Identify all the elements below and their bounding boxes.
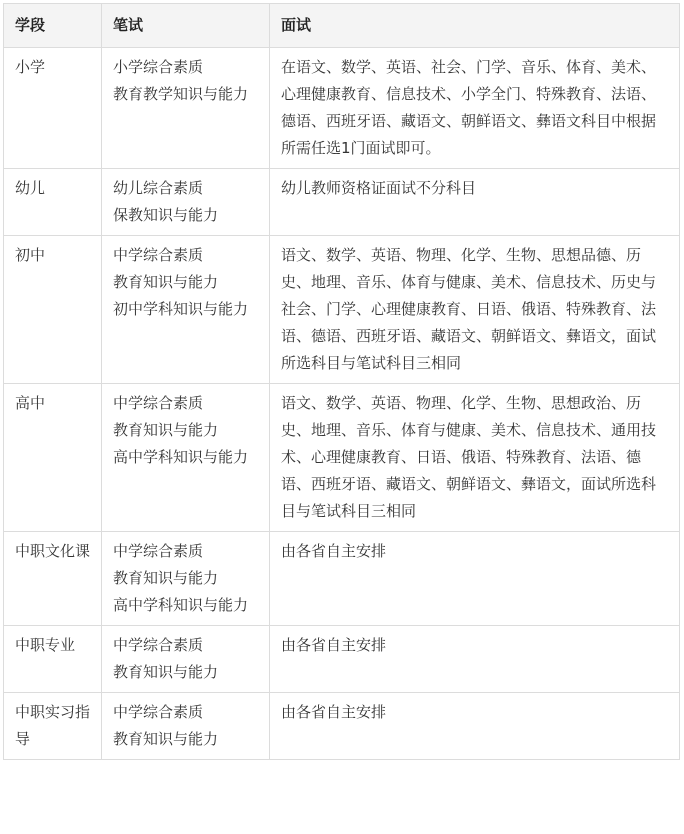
- written-subject: 中学综合素质: [113, 636, 204, 654]
- header-interview: 面试: [270, 4, 680, 48]
- written-subject: 教育教学知识与能力: [113, 85, 249, 103]
- exam-subjects-table: [3, 3, 680, 760]
- interview-cell: 语文、数学、英语、物理、化学、生物、思想政治、历史、地理、音乐、体育与健康、美术、信息技术、通用技术、心理健康教育、日语、俄语、特殊教育、法语、德语、西班牙语、藏语文、朝鲜语文、彝语文，面试所选科目与笔试科目三相同: [270, 384, 680, 532]
- stage-cell: 小学: [4, 48, 102, 169]
- written-subject: 中学综合素质: [113, 394, 204, 412]
- stage-cell: 中职专业: [4, 626, 102, 693]
- interview-cell: 幼儿教师资格证面试不分科目: [270, 169, 680, 236]
- interview-cell: 语文、数学、英语、物理、化学、生物、思想品德、历史、地理、音乐、体育与健康、美术、信息技术、历史与社会、门学、心理健康教育、日语、俄语、特殊教育、法语、德语、西班牙语、藏语文、朝鲜语文、彝语文，面试所选科目与笔试科目三相同: [270, 236, 680, 384]
- written-subject: 中学综合素质: [113, 542, 204, 560]
- written-cell: [102, 48, 270, 169]
- written-cell: [102, 626, 270, 693]
- table-row: [4, 48, 680, 169]
- stage-cell: 幼儿: [4, 169, 102, 236]
- interview-cell: 由各省自主安排: [270, 532, 680, 626]
- interview-cell: 由各省自主安排: [270, 626, 680, 693]
- stage-cell: 高中: [4, 384, 102, 532]
- written-subject: 幼儿综合素质: [113, 179, 204, 197]
- interview-cell: 由各省自主安排: [270, 693, 680, 760]
- table-row: [4, 626, 680, 693]
- table-row: [4, 532, 680, 626]
- written-subject: 教育知识与能力: [113, 421, 219, 439]
- written-cell: [102, 236, 270, 384]
- table-row: [4, 384, 680, 532]
- written-cell: [102, 532, 270, 626]
- written-subject: 小学综合素质: [113, 58, 204, 76]
- header-stage: 学段: [4, 4, 102, 48]
- written-cell: [102, 384, 270, 532]
- written-subject: 教育知识与能力: [113, 273, 219, 291]
- written-subject: 教育知识与能力: [113, 730, 219, 748]
- written-subject: 中学综合素质: [113, 703, 204, 721]
- written-subject: 教育知识与能力: [113, 663, 219, 681]
- written-subject: 中学综合素质: [113, 246, 204, 264]
- table-row: [4, 236, 680, 384]
- table-header-row: [4, 4, 680, 48]
- written-cell: [102, 169, 270, 236]
- written-subject: 高中学科知识与能力: [113, 596, 249, 614]
- written-subject: 高中学科知识与能力: [113, 448, 249, 466]
- written-subject: 教育知识与能力: [113, 569, 219, 587]
- table-row: [4, 169, 680, 236]
- stage-cell: 中职实习指导: [4, 693, 102, 760]
- stage-cell: 中职文化课: [4, 532, 102, 626]
- interview-cell: 在语文、数学、英语、社会、门学、音乐、体育、美术、心理健康教育、信息技术、小学全门、特殊教育、法语、德语、西班牙语、藏语文、朝鲜语文、彝语文科目中根据所需任选1门面试即可。: [270, 48, 680, 169]
- written-cell: [102, 693, 270, 760]
- written-subject: 保教知识与能力: [113, 206, 219, 224]
- table-row: [4, 693, 680, 760]
- header-written: 笔试: [102, 4, 270, 48]
- stage-cell: 初中: [4, 236, 102, 384]
- written-subject: 初中学科知识与能力: [113, 300, 249, 318]
